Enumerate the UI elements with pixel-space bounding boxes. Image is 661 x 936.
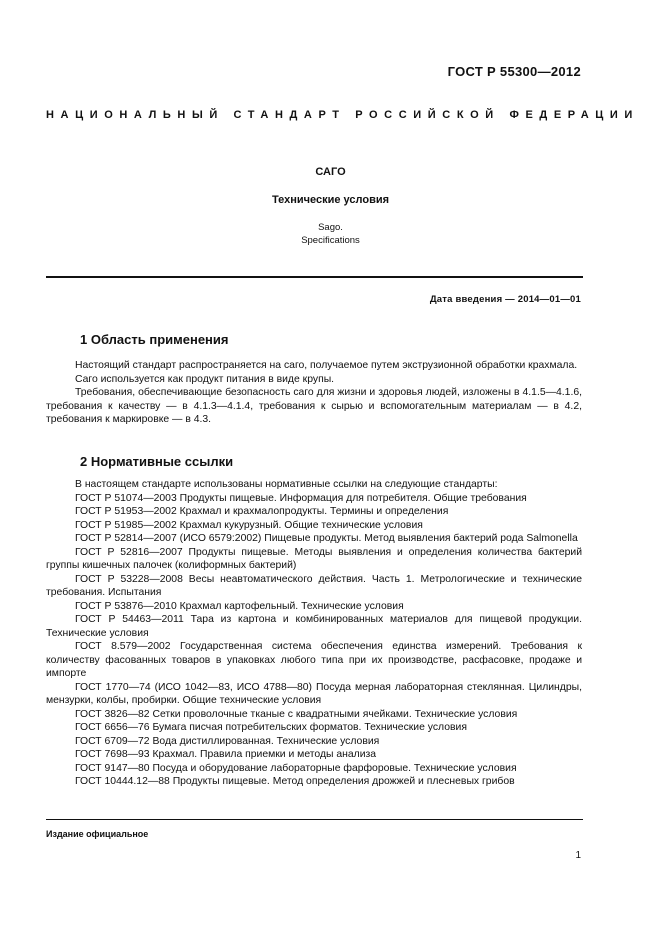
normative-reference: ГОСТ Р 51953—2002 Крахмал и крахмалопродукты. Термины и определения [75, 506, 449, 517]
normative-reference: ГОСТ Р 54463—2011 Тара из картона и комбинированных материалов для пищевой продукции. Технические условия [46, 614, 582, 639]
document-number: ГОСТ Р 55300—2012 [447, 64, 581, 79]
normative-reference: ГОСТ Р 53228—2008 Весы неавтоматического действия. Часть 1. Метрологические и технические требования. Испытания [46, 573, 582, 598]
header-divider [46, 276, 583, 278]
english-subtitle: Specifications [301, 235, 360, 246]
normative-reference: ГОСТ Р 52814—2007 (ИСО 6579:2002) Пищевые продукты. Метод выявления бактерий рода Salmonella [75, 533, 578, 544]
section-1-heading: 1 Область применения [80, 332, 229, 347]
section-2-heading: 2 Нормативные ссылки [80, 454, 234, 469]
normative-reference: ГОСТ Р 51985—2002 Крахмал кукурузный. Общие технические условия [75, 519, 423, 531]
standard-subtitle: Технические условия [271, 194, 390, 206]
section-1-paragraph: Саго используется как продукт питания в виде крупы. [75, 373, 335, 385]
normative-reference: ГОСТ 6656—76 Бумага писчая потребительских форматов. Технические условия [75, 722, 467, 733]
normative-reference: ГОСТ 10444.12—88 Продукты пищевые. Метод определения дрожжей и плесневых грибов [75, 776, 515, 787]
normative-reference: ГОСТ 7698—93 Крахмал. Правила приемки и методы анализа [75, 749, 377, 760]
normative-reference: ГОСТ Р 51074—2003 Продукты пищевые. Информация для потребителя. Общие требования [75, 492, 527, 504]
section-2-body [46, 478, 582, 789]
normative-reference: ГОСТ 9147—80 Посуда и оборудование лабораторные фарфоровые. Технические условия [75, 762, 517, 774]
section-2-intro: В настоящем стандарте использованы нормативные ссылки на следующие стандарты: [75, 479, 498, 490]
normative-reference: ГОСТ Р 52816—2007 Продукты пищевые. Методы выявления и определения количества бактерий группы кишечных палочек (колиформных бактерий) [46, 546, 582, 571]
page-number: 1 [575, 850, 581, 861]
national-standard-banner: НАЦИОНАЛЬНЫЙ СТАНДАРТ РОССИЙСКОЙ ФЕДЕРАЦИИ [46, 109, 639, 121]
section-1-paragraph: Требования, обеспечивающие безопасность саго для жизни и здоровья людей, изложены в 4.1.5—4.1.6, требования к качеству — в 4.1.3—4.1.4, требования к сырью и вспомогательным материалам — в 4.2, требования к маркировке — в 4.3. [46, 387, 582, 425]
normative-reference: ГОСТ Р 53876—2010 Крахмал картофельный. Технические условия [75, 600, 404, 612]
normative-reference: ГОСТ 6709—72 Вода дистиллированная. Технические условия [75, 735, 380, 747]
normative-reference: ГОСТ 3826—82 Сетки проволочные тканые с квадратными ячейками. Технические условия [75, 708, 518, 720]
standard-title: САГО [315, 166, 346, 178]
section-1-body [46, 359, 582, 427]
effective-date: Дата введения — 2014—01—01 [429, 294, 581, 305]
footer-divider [46, 819, 583, 820]
edition-label: Издание официальное [46, 829, 149, 839]
normative-reference: ГОСТ 1770—74 (ИСО 1042—83, ИСО 4788—80) Посуда мерная лабораторная стеклянная. Цилиндры, мензурки, колбы, пробирки. Общие технические условия [46, 681, 582, 706]
section-1-paragraph: Настоящий стандарт распространяется на саго, получаемое путем экструзионной обработки крахмала. [75, 360, 578, 371]
normative-reference: ГОСТ 8.579—2002 Государственная система обеспечения единства измерений. Требования к количеству фасованных товаров в упаковках любого типа при их производстве, расфасовке, продаже и импорте [46, 641, 582, 679]
english-title: Sago. [318, 222, 343, 233]
